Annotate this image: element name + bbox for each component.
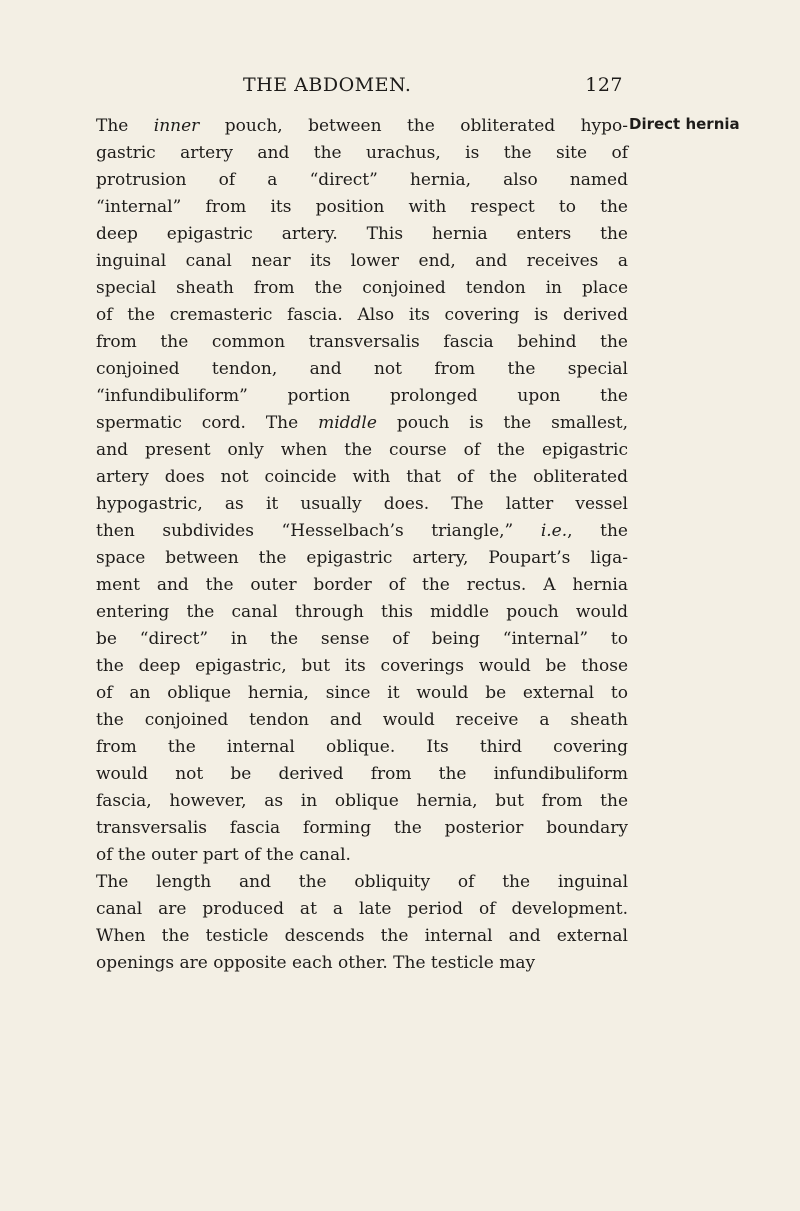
text-line: of an oblique hernia, since it would be external to [96, 683, 628, 703]
text-line: The length and the obliquity of the inguinal [96, 872, 628, 892]
body-text [96, 113, 628, 977]
chapter-title: THE ABDOMEN. [243, 74, 412, 96]
italic-term: i.e. [540, 521, 568, 541]
text-line: ment and the outer border of the rectus. A hernia [96, 575, 628, 595]
text-line: inguinal canal near its lower end, and receives a [96, 251, 628, 271]
italic-term: middle [318, 413, 377, 433]
text-line: fascia, however, as in oblique hernia, but from the [96, 791, 628, 811]
text-line: the conjoined tendon and would receive a sheath [96, 710, 628, 730]
text-line: conjoined tendon, and not from the special [96, 359, 628, 379]
page-number: 127 [585, 74, 623, 96]
text-line: canal are produced at a late period of development. [96, 899, 628, 919]
text-line: of the outer part of the canal. [96, 845, 351, 865]
margin-note: Direct hernia [629, 115, 740, 133]
text-line: would not be derived from the infundibuliform [96, 764, 628, 784]
running-head [243, 74, 623, 104]
text-line: deep epigastric artery. This hernia enters the [96, 224, 628, 244]
text-line: be “direct” in the sense of being “internal” to [96, 629, 628, 649]
text-line: from the common transversalis fascia behind the [96, 332, 628, 352]
text-line: spermatic cord. The middle pouch is the smallest, [96, 413, 628, 433]
text-line: gastric artery and the urachus, is the site of [96, 143, 628, 163]
text-line: and present only when the course of the epigastric [96, 440, 628, 460]
text-line: When the testicle descends the internal and external [96, 926, 628, 946]
text-line: of the cremasteric fascia. Also its covering is derived [96, 305, 628, 325]
text-line: hypogastric, as it usually does. The latter vessel [96, 494, 628, 514]
text-line: artery does not coincide with that of the obliterated [96, 467, 628, 487]
text-line: openings are opposite each other. The testicle may [96, 953, 536, 973]
italic-term: inner [153, 116, 200, 136]
text-line: then subdivides “Hesselbach’s triangle,” i.e., the [96, 521, 628, 541]
text-line: The inner pouch, between the obliterated hypo- [96, 116, 628, 136]
text-line: entering the canal through this middle pouch would [96, 602, 628, 622]
text-line: transversalis fascia forming the posterior boundary [96, 818, 628, 838]
text-line: “internal” from its position with respect to the [96, 197, 628, 217]
text-line: the deep epigastric, but its coverings would be those [96, 656, 628, 676]
text-line: special sheath from the conjoined tendon in place [96, 278, 628, 298]
text-line: “infundibuliform” portion prolonged upon the [96, 386, 628, 406]
text-line: space between the epigastric artery, Poupart’s liga- [96, 548, 628, 568]
text-line: from the internal oblique. Its third covering [96, 737, 628, 757]
text-line: protrusion of a “direct” hernia, also named [96, 170, 628, 190]
